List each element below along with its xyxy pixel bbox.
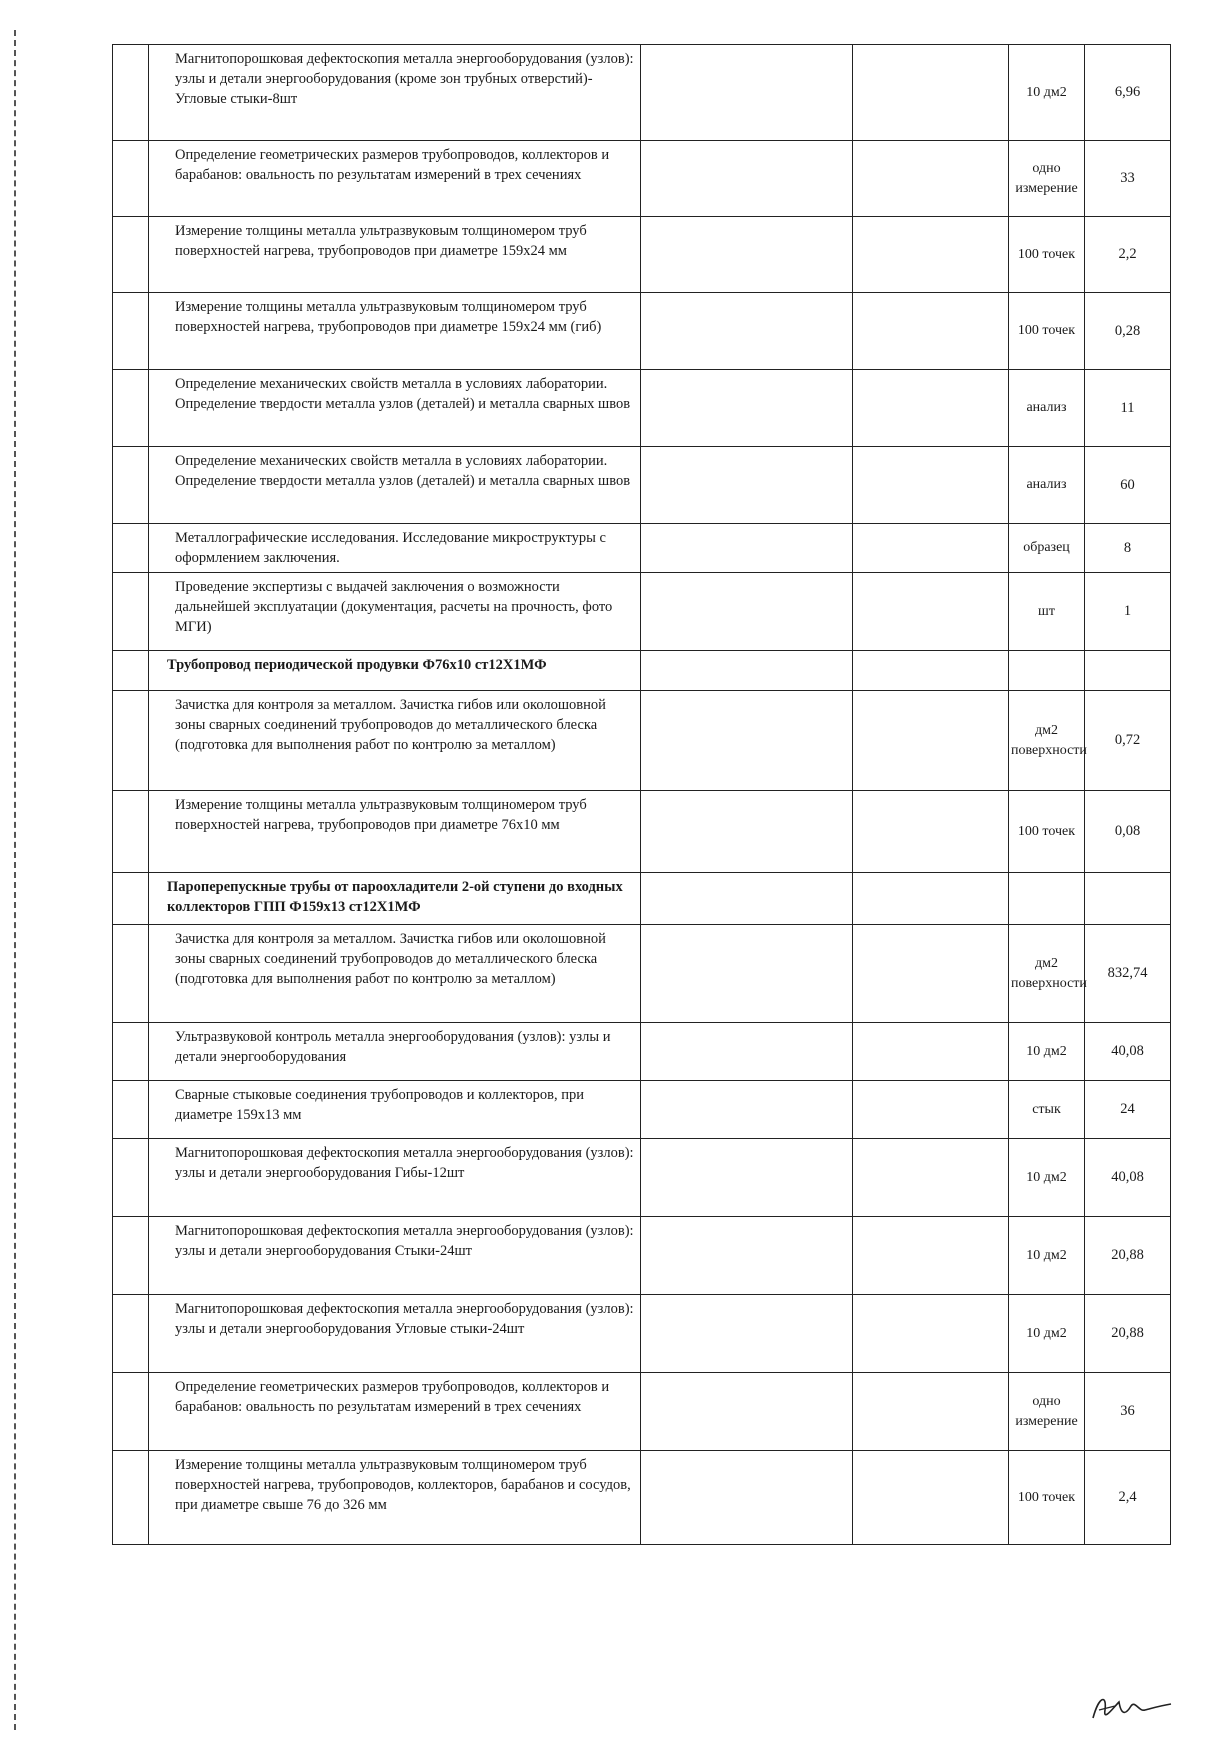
blank-cell <box>641 1217 853 1295</box>
blank-cell <box>641 141 853 217</box>
quantity-cell: 1 <box>1085 573 1171 651</box>
row-number-cell <box>113 1373 149 1451</box>
table-row <box>113 370 1171 447</box>
table-row <box>113 1023 1171 1081</box>
table-row <box>113 524 1171 573</box>
quantity-cell: 24 <box>1085 1081 1171 1139</box>
quantity-cell: 2,4 <box>1085 1451 1171 1545</box>
row-number-cell <box>113 691 149 791</box>
table-row <box>113 447 1171 524</box>
blank-cell <box>641 45 853 141</box>
section-heading-row <box>113 651 1171 691</box>
row-number-cell <box>113 1295 149 1373</box>
quantity-cell: 36 <box>1085 1373 1171 1451</box>
row-number-cell <box>113 791 149 873</box>
row-number-cell <box>113 925 149 1023</box>
table-body <box>113 45 1171 1545</box>
blank-cell <box>641 791 853 873</box>
description-cell: Металлографические исследования. Исследование микроструктуры с оформлением заключения. <box>149 524 641 573</box>
row-number-cell <box>113 45 149 141</box>
table-row <box>113 691 1171 791</box>
blank-cell <box>641 1451 853 1545</box>
description-cell: Измерение толщины металла ультразвуковым толщиномером труб поверхностей нагрева, трубопроводов, коллекторов, барабанов и сосудов, при диаметре свыше 76 до 326 мм <box>149 1451 641 1545</box>
row-number-cell <box>113 1217 149 1295</box>
blank-cell <box>853 1217 1009 1295</box>
quantity-cell: 0,72 <box>1085 691 1171 791</box>
blank-cell <box>853 447 1009 524</box>
blank-cell <box>641 217 853 293</box>
unit-cell: 10 дм2 <box>1009 1023 1085 1081</box>
quantity-cell: 11 <box>1085 370 1171 447</box>
blank-cell <box>641 873 853 925</box>
row-number-cell <box>113 1451 149 1545</box>
quantity-cell <box>1085 651 1171 691</box>
row-number-cell <box>113 447 149 524</box>
row-number-cell <box>113 370 149 447</box>
unit-cell: 100 точек <box>1009 217 1085 293</box>
blank-cell <box>853 1023 1009 1081</box>
blank-cell <box>641 691 853 791</box>
quantity-cell: 0,28 <box>1085 293 1171 370</box>
unit-cell: стык <box>1009 1081 1085 1139</box>
table-row <box>113 1295 1171 1373</box>
blank-cell <box>853 925 1009 1023</box>
description-cell: Измерение толщины металла ультразвуковым толщиномером труб поверхностей нагрева, трубопроводов при диаметре 76х10 мм <box>149 791 641 873</box>
table-row <box>113 1373 1171 1451</box>
blank-cell <box>641 651 853 691</box>
blank-cell <box>853 141 1009 217</box>
description-cell: Зачистка для контроля за металлом. Зачистка гибов или околошовной зоны сварных соединений трубопроводов до металлического блеска (подготовка для выполнения работ по контролю за металлом) <box>149 691 641 791</box>
description-cell: Измерение толщины металла ультразвуковым толщиномером труб поверхностей нагрева, трубопроводов при диаметре 159х24 мм <box>149 217 641 293</box>
unit-cell: 100 точек <box>1009 293 1085 370</box>
handwritten-signature <box>1085 1688 1175 1728</box>
blank-cell <box>641 293 853 370</box>
quantity-cell: 20,88 <box>1085 1217 1171 1295</box>
row-number-cell <box>113 217 149 293</box>
description-cell: Ультразвуковой контроль металла энергооборудования (узлов): узлы и детали энергооборудования <box>149 1023 641 1081</box>
table-row <box>113 1451 1171 1545</box>
description-cell: Определение геометрических размеров трубопроводов, коллекторов и барабанов: овальность по результатам измерений в трех сечениях <box>149 141 641 217</box>
description-cell: Магнитопорошковая дефектоскопия металла энергооборудования (узлов): узлы и детали энергооборудования Стыки-24шт <box>149 1217 641 1295</box>
unit-cell: анализ <box>1009 447 1085 524</box>
description-cell: Проведение экспертизы с выдачей заключения о возможности дальнейшей эксплуатации (документация, расчеты на прочность, фото МГИ) <box>149 573 641 651</box>
description-cell: Магнитопорошковая дефектоскопия металла энергооборудования (узлов): узлы и детали энергооборудования Угловые стыки-24шт <box>149 1295 641 1373</box>
blank-cell <box>853 217 1009 293</box>
description-cell: Сварные стыковые соединения трубопроводов и коллекторов, при диаметре 159х13 мм <box>149 1081 641 1139</box>
description-cell: Магнитопорошковая дефектоскопия металла энергооборудования (узлов): узлы и детали энергооборудования (кроме зон трубных отверстий)-Угловые стыки-8шт <box>149 45 641 141</box>
blank-cell <box>641 524 853 573</box>
table-row <box>113 1217 1171 1295</box>
blank-cell <box>641 370 853 447</box>
blank-cell <box>853 873 1009 925</box>
unit-cell: образец <box>1009 524 1085 573</box>
row-number-cell <box>113 1023 149 1081</box>
unit-cell: одно измерение <box>1009 141 1085 217</box>
blank-cell <box>641 1081 853 1139</box>
unit-cell: 100 точек <box>1009 1451 1085 1545</box>
unit-cell: шт <box>1009 573 1085 651</box>
quantity-cell: 2,2 <box>1085 217 1171 293</box>
blank-cell <box>641 1295 853 1373</box>
table-row <box>113 925 1171 1023</box>
blank-cell <box>853 691 1009 791</box>
description-cell: Определение механических свойств металла в условиях лаборатории. Определение твердости металла узлов (деталей) и металла сварных швов <box>149 370 641 447</box>
quantity-cell: 20,88 <box>1085 1295 1171 1373</box>
blank-cell <box>641 925 853 1023</box>
blank-cell <box>853 651 1009 691</box>
row-number-cell <box>113 524 149 573</box>
blank-cell <box>853 45 1009 141</box>
table-row <box>113 293 1171 370</box>
quantity-cell: 33 <box>1085 141 1171 217</box>
blank-cell <box>641 573 853 651</box>
quantity-cell: 40,08 <box>1085 1023 1171 1081</box>
unit-cell: 10 дм2 <box>1009 1217 1085 1295</box>
quantity-cell: 832,74 <box>1085 925 1171 1023</box>
blank-cell <box>853 573 1009 651</box>
description-cell: Трубопровод периодической продувки Ф76х10 ст12Х1МФ <box>149 651 641 691</box>
unit-cell <box>1009 873 1085 925</box>
table-row <box>113 217 1171 293</box>
row-number-cell <box>113 141 149 217</box>
unit-cell: анализ <box>1009 370 1085 447</box>
unit-cell: 100 точек <box>1009 791 1085 873</box>
row-number-cell <box>113 293 149 370</box>
quantity-cell <box>1085 873 1171 925</box>
row-number-cell <box>113 573 149 651</box>
blank-cell <box>853 1373 1009 1451</box>
table-row <box>113 1081 1171 1139</box>
blank-cell <box>853 1139 1009 1217</box>
blank-cell <box>853 524 1009 573</box>
table-row <box>113 45 1171 141</box>
blank-cell <box>853 791 1009 873</box>
table-row <box>113 791 1171 873</box>
row-number-cell <box>113 1081 149 1139</box>
blank-cell <box>641 447 853 524</box>
quantity-cell: 8 <box>1085 524 1171 573</box>
blank-cell <box>641 1373 853 1451</box>
blank-cell <box>853 1295 1009 1373</box>
binding-margin-line <box>14 30 16 1730</box>
unit-cell <box>1009 651 1085 691</box>
quantity-cell: 40,08 <box>1085 1139 1171 1217</box>
blank-cell <box>853 1081 1009 1139</box>
unit-cell: 10 дм2 <box>1009 1139 1085 1217</box>
unit-cell: одно измерение <box>1009 1373 1085 1451</box>
description-cell: Определение геометрических размеров трубопроводов, коллекторов и барабанов: овальность по результатам измерений в трех сечениях <box>149 1373 641 1451</box>
unit-cell: 10 дм2 <box>1009 45 1085 141</box>
section-heading-row <box>113 873 1171 925</box>
description-cell: Магнитопорошковая дефектоскопия металла энергооборудования (узлов): узлы и детали энергооборудования Гибы-12шт <box>149 1139 641 1217</box>
blank-cell <box>853 370 1009 447</box>
unit-cell: дм2 поверхности <box>1009 925 1085 1023</box>
blank-cell <box>641 1139 853 1217</box>
table-row <box>113 1139 1171 1217</box>
table-row <box>113 573 1171 651</box>
description-cell: Зачистка для контроля за металлом. Зачистка гибов или околошовной зоны сварных соединений трубопроводов до металлического блеска (подготовка для выполнения работ по контролю за металлом) <box>149 925 641 1023</box>
unit-cell: 10 дм2 <box>1009 1295 1085 1373</box>
table-row <box>113 141 1171 217</box>
quantity-cell: 60 <box>1085 447 1171 524</box>
blank-cell <box>853 293 1009 370</box>
description-cell: Пароперепускные трубы от пароохладители 2-ой ступени до входных коллекторов ГПП Ф159х13 ст12Х1МФ <box>149 873 641 925</box>
description-cell: Измерение толщины металла ультразвуковым толщиномером труб поверхностей нагрева, трубопроводов при диаметре 159х24 мм (гиб) <box>149 293 641 370</box>
blank-cell <box>641 1023 853 1081</box>
row-number-cell <box>113 651 149 691</box>
work-items-table <box>112 44 1171 1545</box>
row-number-cell <box>113 873 149 925</box>
quantity-cell: 6,96 <box>1085 45 1171 141</box>
blank-cell <box>853 1451 1009 1545</box>
description-cell: Определение механических свойств металла в условиях лаборатории. Определение твердости металла узлов (деталей) и металла сварных швов <box>149 447 641 524</box>
row-number-cell <box>113 1139 149 1217</box>
unit-cell: дм2 поверхности <box>1009 691 1085 791</box>
quantity-cell: 0,08 <box>1085 791 1171 873</box>
